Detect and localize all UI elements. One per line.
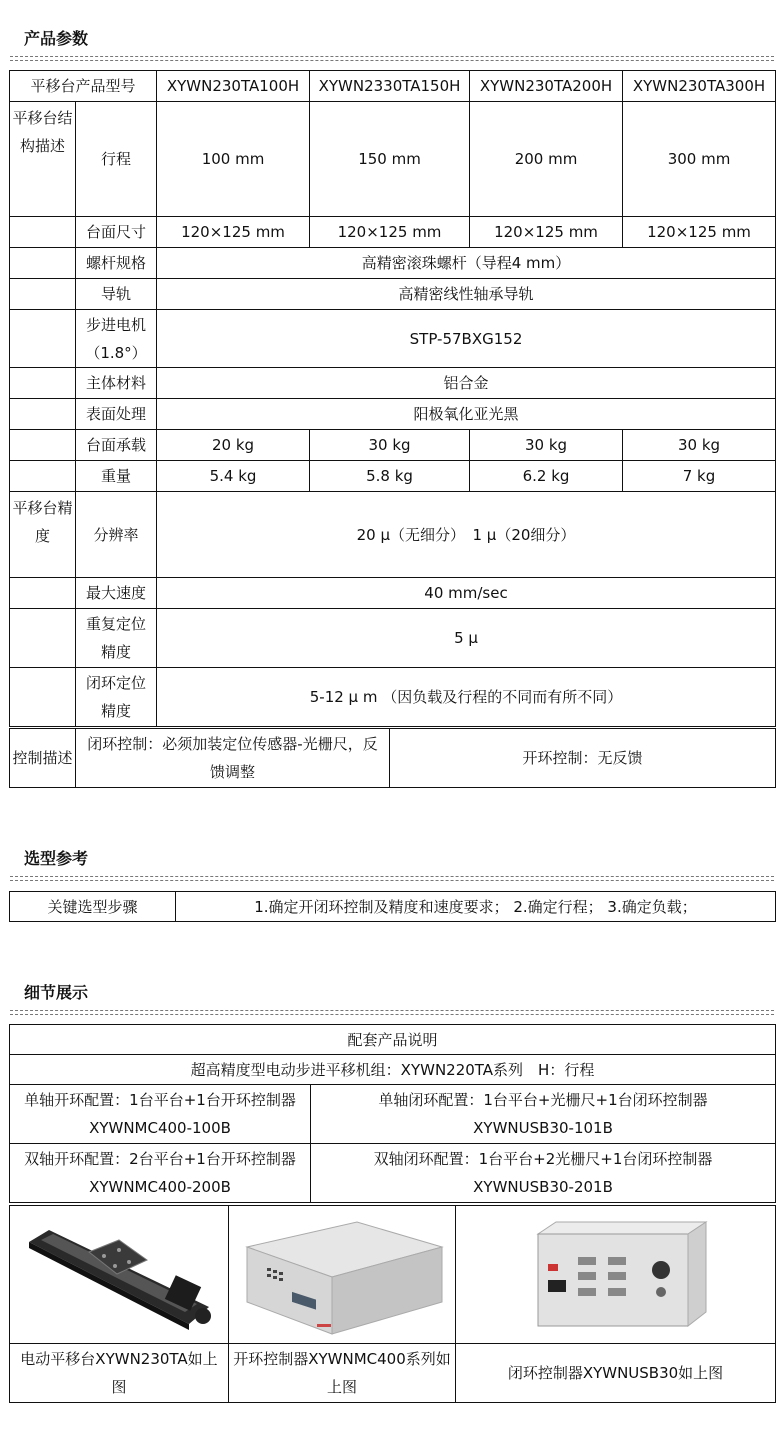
params-table (9, 70, 776, 727)
section-title-selection: 选型参考 (24, 849, 89, 868)
selection-label: 关键选型步骤 (10, 892, 176, 922)
closed-loop-controller-image (516, 1212, 716, 1337)
screw-value: 高精密滚珠螺杆（导程4 mm） (157, 248, 776, 279)
model-label: 平移台产品型号 (10, 71, 157, 102)
weight-label: 重量 (76, 461, 157, 492)
details-title: 配套产品说明 (10, 1025, 776, 1055)
screw-label: 螺杆规格 (76, 248, 157, 279)
travel-cell: 150 mm (310, 102, 470, 217)
control-closed: 闭环控制：必须加装定位传感器-光栅尺，反馈调整 (76, 729, 390, 788)
single-open-config: 单轴开环配置：1台平台+1台开环控制器XYWNMC400-100B (10, 1085, 311, 1144)
travel-cell: 300 mm (623, 102, 776, 217)
group-structure-label: 平移台结构描述 (10, 102, 76, 217)
open-loop-controller-image (237, 1212, 447, 1337)
load-cell: 30 kg (623, 430, 776, 461)
closed-precision-label: 闭环定位精度 (76, 668, 157, 727)
section-divider (10, 56, 774, 61)
model-cell: XYWN230TA300H (623, 71, 776, 102)
details-table (9, 1024, 776, 1203)
surface-value: 阳极氧化亚光黑 (157, 399, 776, 430)
closed-precision-value: 5-12 μ m （因负载及行程的不同而有所不同） (157, 668, 776, 727)
weight-cell: 5.8 kg (310, 461, 470, 492)
weight-cell: 6.2 kg (470, 461, 623, 492)
material-label: 主体材料 (76, 368, 157, 399)
table-size-cell: 120×125 mm (157, 217, 310, 248)
table-size-cell: 120×125 mm (623, 217, 776, 248)
caption-stage: 电动平移台XYWN230TA如上图 (10, 1344, 229, 1403)
open-controller-image-cell (229, 1206, 456, 1344)
travel-label: 行程 (76, 102, 157, 217)
model-cell: XYWN230TA100H (157, 71, 310, 102)
selection-steps: 1.确定开闭环控制及精度和速度要求； 2.确定行程； 3.确定负载； (176, 892, 776, 922)
weight-cell: 7 kg (623, 461, 776, 492)
model-cell: XYWN2330TA150H (310, 71, 470, 102)
dual-closed-config: 双轴闭环配置：1台平台+2光栅尺+1台闭环控制器XYWNUSB30-201B (311, 1144, 776, 1203)
dual-open-config: 双轴开环配置：2台平台+1台开环控制器XYWNMC400-200B (10, 1144, 311, 1203)
selection-table (9, 891, 776, 922)
load-cell: 30 kg (470, 430, 623, 461)
control-table (9, 728, 776, 788)
table-size-cell: 120×125 mm (310, 217, 470, 248)
details-subtitle: 超高精度型电动步进平移机组：XYWN220TA系列 H：行程 (10, 1055, 776, 1085)
closed-controller-image-cell (456, 1206, 776, 1344)
guide-value: 高精密线性轴承导轨 (157, 279, 776, 310)
load-label: 台面承载 (76, 430, 157, 461)
caption-closed-controller: 闭环控制器XYWNUSB30如上图 (456, 1344, 776, 1403)
resolution-label: 分辨率 (76, 492, 157, 578)
surface-label: 表面处理 (76, 399, 157, 430)
material-value: 铝合金 (157, 368, 776, 399)
model-cell: XYWN230TA200H (470, 71, 623, 102)
repeat-label: 重复定位精度 (76, 609, 157, 668)
group-control-label: 控制描述 (10, 729, 76, 788)
motor-value: STP-57BXG152 (157, 310, 776, 368)
section-divider (10, 876, 774, 881)
section-title-details: 细节展示 (24, 983, 89, 1002)
load-cell: 20 kg (157, 430, 310, 461)
caption-open-controller: 开环控制器XYWNMC400系列如上图 (229, 1344, 456, 1403)
load-cell: 30 kg (310, 430, 470, 461)
single-closed-config: 单轴闭环配置：1台平台+光栅尺+1台闭环控制器XYWNUSB30-101B (311, 1085, 776, 1144)
resolution-value: 20 μ（无细分） 1 μ（20细分） (157, 492, 776, 578)
section-title-params: 产品参数 (24, 29, 89, 48)
speed-label: 最大速度 (76, 578, 157, 609)
stage-image-cell (10, 1206, 229, 1344)
travel-cell: 100 mm (157, 102, 310, 217)
table-size-cell: 120×125 mm (470, 217, 623, 248)
weight-cell: 5.4 kg (157, 461, 310, 492)
guide-label: 导轨 (76, 279, 157, 310)
images-table (9, 1205, 776, 1403)
section-divider (10, 1010, 774, 1015)
control-open: 开环控制：无反馈 (390, 729, 776, 788)
repeat-value: 5 μ (157, 609, 776, 668)
linear-stage-image (19, 1212, 219, 1337)
speed-value: 40 mm/sec (157, 578, 776, 609)
motor-label: 步进电机（1.8°） (76, 310, 157, 368)
table-size-label: 台面尺寸 (76, 217, 157, 248)
group-precision-label: 平移台精度 (10, 492, 76, 578)
travel-cell: 200 mm (470, 102, 623, 217)
